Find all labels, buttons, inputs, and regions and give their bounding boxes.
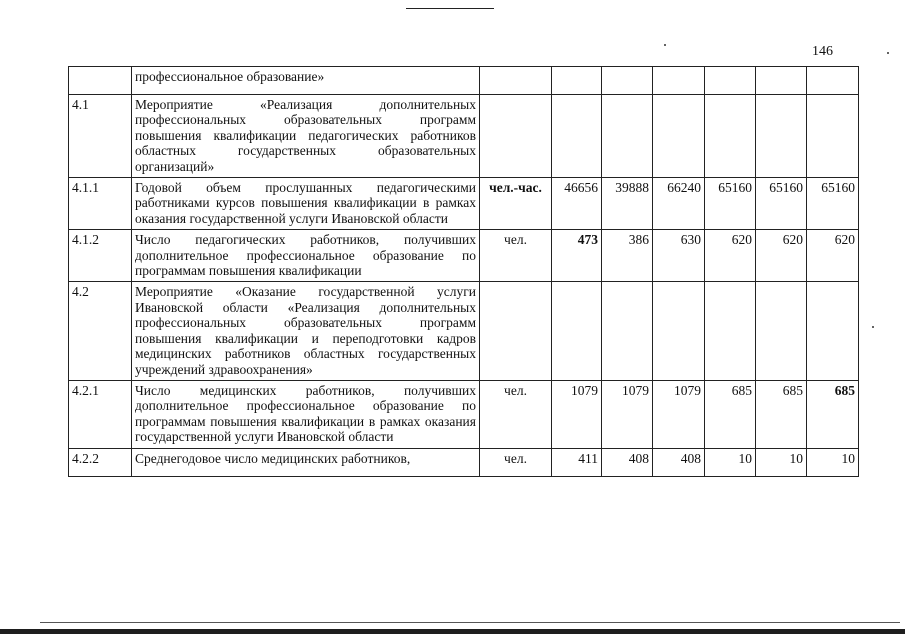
row-value — [756, 67, 807, 95]
row-value: 10 — [807, 448, 859, 476]
row-description: Число педагогических работников, получивших дополнительное профессиональное образование по программам повышения квалификации — [132, 230, 480, 282]
row-unit: чел.-час. — [480, 178, 552, 230]
row-number: 4.2.1 — [69, 380, 132, 448]
row-value: 620 — [756, 230, 807, 282]
row-value: 411 — [552, 448, 602, 476]
row-value — [756, 95, 807, 178]
row-description: профессиональное образование» — [132, 67, 480, 95]
row-number: 4.1.1 — [69, 178, 132, 230]
row-unit — [480, 282, 552, 380]
row-value: 65160 — [705, 178, 756, 230]
scan-edge-line — [40, 622, 900, 623]
row-value: 1079 — [602, 380, 653, 448]
row-value — [552, 95, 602, 178]
row-value — [705, 95, 756, 178]
row-value — [602, 67, 653, 95]
row-description: Число медицинских работников, получивших дополнительное профессиональное образование по программам повышения квалификации в рамках оказания государственной услуги Ивановской области — [132, 380, 480, 448]
row-unit: чел. — [480, 448, 552, 476]
table-row — [69, 67, 859, 95]
row-value — [653, 67, 705, 95]
row-description: Среднегодовое число медицинских работников, — [132, 448, 480, 476]
row-value — [756, 282, 807, 380]
row-value — [705, 67, 756, 95]
table-row — [69, 230, 859, 282]
row-value: 408 — [602, 448, 653, 476]
row-description: Мероприятие «Реализация дополнительных профессиональных образовательных программ повышения квалификации педагогических работников областных государственных образовательных организаций» — [132, 95, 480, 178]
row-value: 65160 — [807, 178, 859, 230]
scan-edge-bar — [0, 629, 905, 634]
row-number: 4.1 — [69, 95, 132, 178]
row-value: 65160 — [756, 178, 807, 230]
row-value — [705, 282, 756, 380]
scan-speck — [887, 52, 889, 54]
row-unit — [480, 95, 552, 178]
row-value: 685 — [705, 380, 756, 448]
row-number — [69, 67, 132, 95]
row-value — [653, 282, 705, 380]
row-value: 10 — [705, 448, 756, 476]
row-value: 386 — [602, 230, 653, 282]
page-number: 146 — [812, 44, 833, 59]
row-value: 10 — [756, 448, 807, 476]
top-rule — [406, 8, 494, 9]
table-row — [69, 178, 859, 230]
row-value: 66240 — [653, 178, 705, 230]
row-value: 473 — [552, 230, 602, 282]
row-value — [807, 67, 859, 95]
row-unit: чел. — [480, 230, 552, 282]
table-row — [69, 380, 859, 448]
row-number: 4.2.2 — [69, 448, 132, 476]
row-number: 4.1.2 — [69, 230, 132, 282]
row-unit: чел. — [480, 380, 552, 448]
row-value: 685 — [807, 380, 859, 448]
row-description: Годовой объем прослушанных педагогическими работниками курсов повышения квалификации в рамках оказания государственной услуги Ивановской области — [132, 178, 480, 230]
row-value — [807, 282, 859, 380]
row-number: 4.2 — [69, 282, 132, 380]
row-value: 46656 — [552, 178, 602, 230]
data-table — [68, 66, 859, 477]
row-description: Мероприятие «Оказание государственной услуги Ивановской области «Реализация дополнительных профессиональных образовательных программ повышения квалификации и переподготовки кадров медицинских работников областных государственных учреждений здравоохранения» — [132, 282, 480, 380]
row-value — [552, 67, 602, 95]
row-value — [602, 282, 653, 380]
row-value: 685 — [756, 380, 807, 448]
scan-speck — [872, 326, 874, 328]
row-value: 1079 — [552, 380, 602, 448]
row-value — [602, 95, 653, 178]
table-row — [69, 282, 859, 380]
row-value: 630 — [653, 230, 705, 282]
row-value: 620 — [807, 230, 859, 282]
row-value: 408 — [653, 448, 705, 476]
row-value: 620 — [705, 230, 756, 282]
row-value — [653, 95, 705, 178]
row-value — [552, 282, 602, 380]
row-value — [807, 95, 859, 178]
table-row — [69, 448, 859, 476]
row-unit — [480, 67, 552, 95]
table-row — [69, 95, 859, 178]
row-value: 1079 — [653, 380, 705, 448]
row-value: 39888 — [602, 178, 653, 230]
scan-speck — [664, 44, 666, 46]
